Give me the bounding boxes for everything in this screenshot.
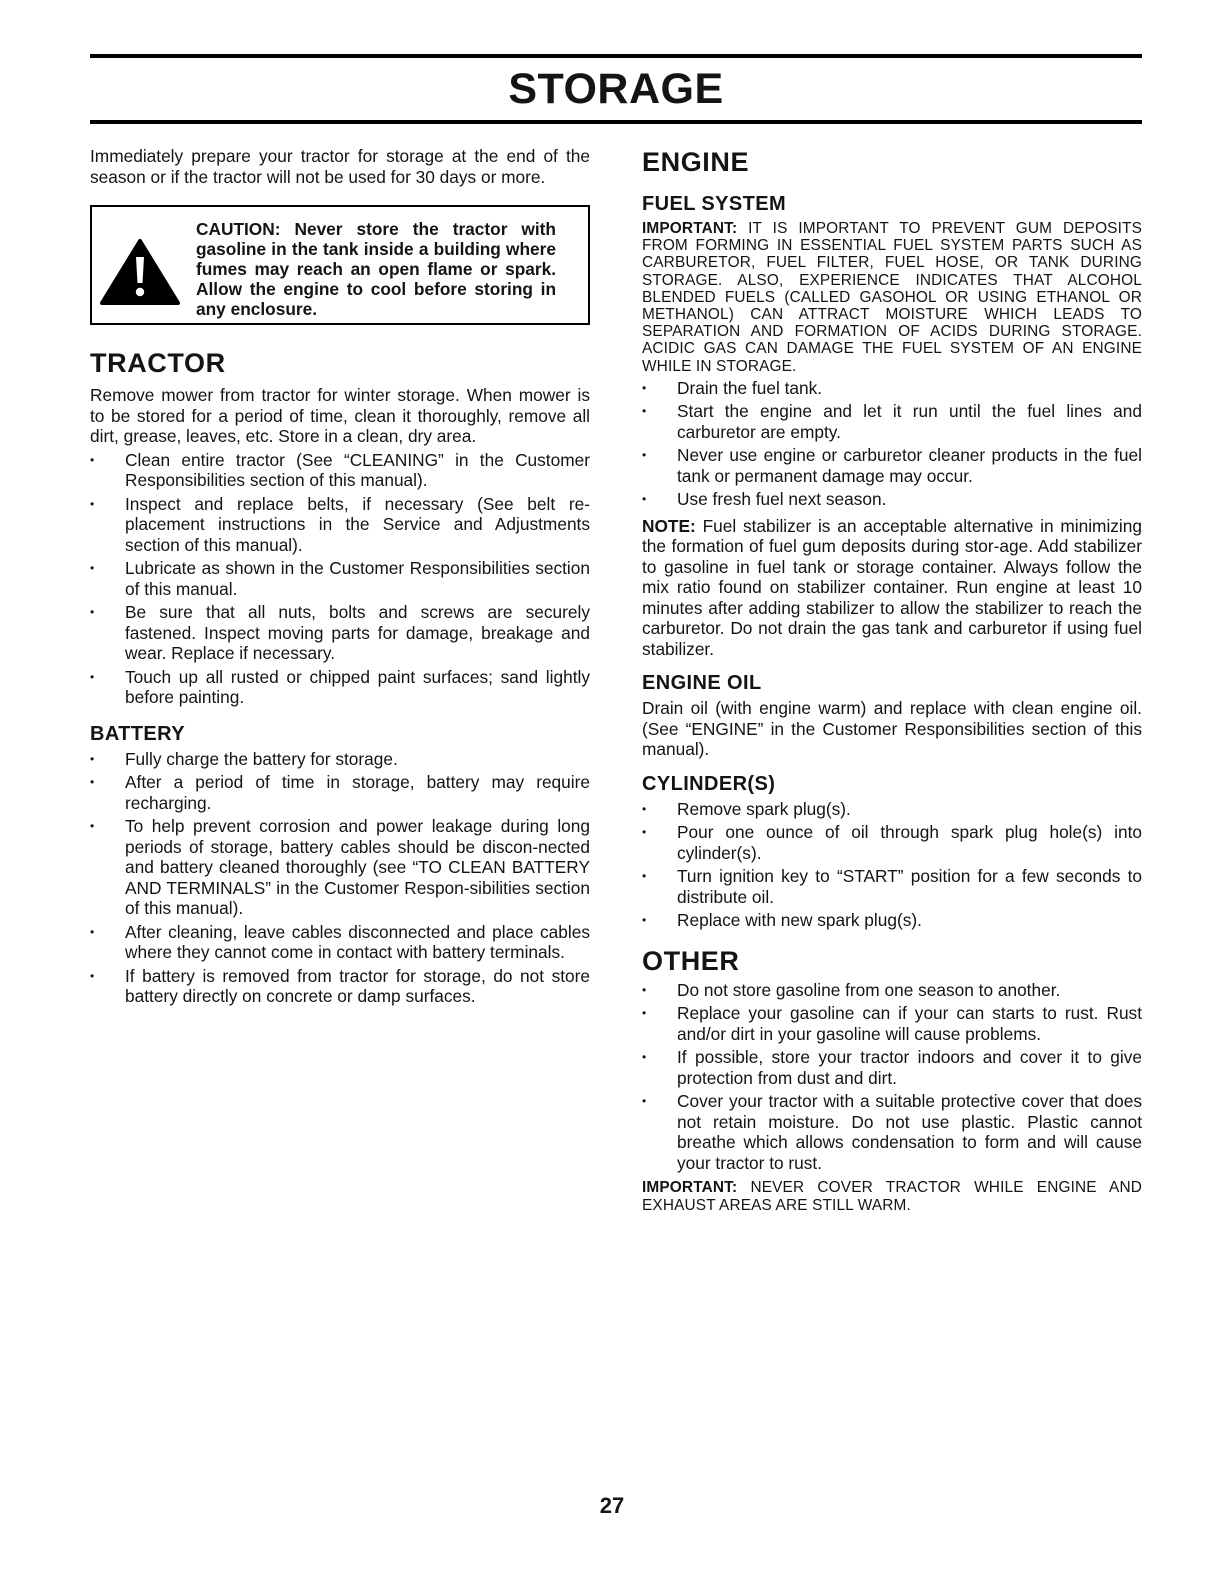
list-item: • If possible, store your tractor indoors and cover it to give protection from dust and dirt.	[642, 1047, 1142, 1088]
important-label: IMPORTANT:	[642, 220, 738, 237]
note-text: Fuel stabilizer is an acceptable alternative in minimizing the formation of fuel gum deposits during stor-age. Add stabilizer to gasoline in fuel tank or storage container. Always follow the mix ratio found on stabilizer container. Run engine at least 10 minutes after adding stabilizer to allow the stabilizer to reach the carburetor. Do not drain the gas tank and carburetor if using fuel stabilizer.	[642, 515, 1142, 659]
title-underline-rule	[90, 120, 1142, 124]
important-label: IMPORTANT:	[642, 1179, 738, 1197]
fuel-system-bullet-list	[642, 378, 1142, 510]
list-item: • Be sure that all nuts, bolts and screws are securely fastened. Inspect moving parts for damage, breakage and wear. Replace if necessary.	[90, 602, 590, 664]
list-item: • Never use engine or carburetor cleaner products in the fuel tank or permanent damage may occur.	[642, 445, 1142, 486]
important-text: IT IS IMPORTANT TO PREVENT GUM DEPOSITS FROM FORMING IN ESSENTIAL FUEL SYSTEM PARTS SUCH AS CARBURETOR, FUEL FILTER, FUEL HOSE, OR TANK DURING STORAGE. ALSO, EXPERIENCE INDICATES THAT ALCOHOL BLENDED FUELS (CALLED GASOHOL OR USING ETHANOL OR METHANOL) CAN ATTRACT MOISTURE WHICH LEADS TO SEPARATION AND FORMATION OF ACIDS DURING STORAGE. ACIDIC GAS CAN DAMAGE THE FUEL SYSTEM OF AN ENGINE WHILE IN STORAGE.	[642, 220, 1142, 375]
list-item: • Use fresh fuel next season.	[642, 489, 1142, 510]
other-bullet-list	[642, 980, 1142, 1174]
intro-paragraph: Immediately prepare your tractor for storage at the end of the season or if the tractor will not be used for 30 days or more.	[90, 146, 590, 187]
fuel-system-important-note	[642, 220, 1142, 375]
cylinders-heading: CYLINDER(S)	[642, 772, 776, 795]
list-item: • Replace with new spark plug(s).	[642, 910, 1142, 931]
page-number: 27	[599, 1493, 625, 1518]
cylinders-bullet-list	[642, 799, 1142, 931]
list-item: • Clean entire tractor (See “CLEANING” in the Customer Responsibilities section of this manual).	[90, 450, 590, 491]
list-item: • Replace your gasoline can if your can starts to rust. Rust and/or dirt in your gasoline will cause problems.	[642, 1003, 1142, 1044]
list-item: • After cleaning, leave cables disconnected and place cables where they cannot come in contact with battery terminals.	[90, 922, 590, 963]
top-rule	[90, 54, 1142, 58]
note-label: NOTE:	[642, 515, 696, 536]
list-item: • After a period of time in storage, battery may require recharging.	[90, 772, 590, 813]
list-item: • Start the engine and let it run until the fuel lines and carburetor are empty.	[642, 401, 1142, 442]
fuel-system-heading: FUEL SYSTEM	[642, 193, 787, 215]
tractor-paragraph: Remove mower from tractor for winter storage. When mower is to be stored for a period of time, clean it thoroughly, remove all dirt, grease, leaves, etc. Store in a clean, dry area.	[90, 385, 590, 446]
list-item: • Fully charge the battery for storage.	[90, 749, 590, 770]
list-item: • Touch up all rusted or chipped paint surfaces; sand lightly before painting.	[90, 667, 590, 708]
list-item: • Pour one ounce of oil through spark plug hole(s) into cylinder(s).	[642, 822, 1142, 863]
list-item: • If battery is removed from tractor for storage, do not store battery directly on concrete or damp surfaces.	[90, 966, 590, 1007]
list-item: • Remove spark plug(s).	[642, 799, 1142, 820]
engine-heading: ENGINE	[642, 147, 750, 177]
list-item: • Cover your tractor with a suitable protective cover that does not retain moisture. Do not use plastic. Plastic cannot breathe which allows condensation to form and will cause your tractor to rust.	[642, 1091, 1142, 1173]
list-item: • Lubricate as shown in the Customer Responsibilities section of this manual.	[90, 558, 590, 599]
engine-oil-heading: ENGINE OIL	[642, 672, 762, 695]
right-column	[642, 146, 1142, 1214]
list-item: • Inspect and replace belts, if necessary (See belt re-placement instructions in the Service and Adjustments section of this manual).	[90, 494, 590, 556]
important-text: NEVER COVER TRACTOR WHILE ENGINE AND EXHAUST AREAS ARE STILL WARM.	[642, 1179, 1142, 1214]
list-item: • To help prevent corrosion and power leakage during long periods of storage, battery cables should be discon-nected and battery cleaned thoroughly (see “TO CLEAN BATTERY AND TERMINALS” in the Customer Respon-sibilities section of this manual).	[90, 816, 590, 919]
tractor-heading: TRACTOR	[90, 348, 226, 378]
other-important-note	[642, 1179, 1142, 1213]
battery-heading: BATTERY	[90, 722, 186, 745]
list-item: • Do not store gasoline from one season to another.	[642, 980, 1142, 1001]
fuel-stabilizer-note	[642, 516, 1142, 660]
battery-bullet-list	[90, 749, 590, 1007]
left-column	[90, 146, 590, 1007]
warning-triangle-icon	[100, 237, 180, 307]
tractor-bullet-list	[90, 450, 590, 708]
caution-text: CAUTION: Never store the tractor with gasoline in the tank inside a building where fumes may reach an open flame or spark. Allow the engine to cool before storing in any enclosure.	[196, 219, 556, 319]
list-item: • Drain the fuel tank.	[642, 378, 1142, 399]
page-title: STORAGE	[508, 65, 724, 113]
caution-box	[90, 205, 590, 325]
engine-oil-paragraph: Drain oil (with engine warm) and replace with clean engine oil. (See “ENGINE” in the Customer Responsibilities section of this manual).	[642, 698, 1142, 760]
list-item: • Turn ignition key to “START” position for a few seconds to distribute oil.	[642, 866, 1142, 907]
other-heading: OTHER	[642, 945, 740, 976]
